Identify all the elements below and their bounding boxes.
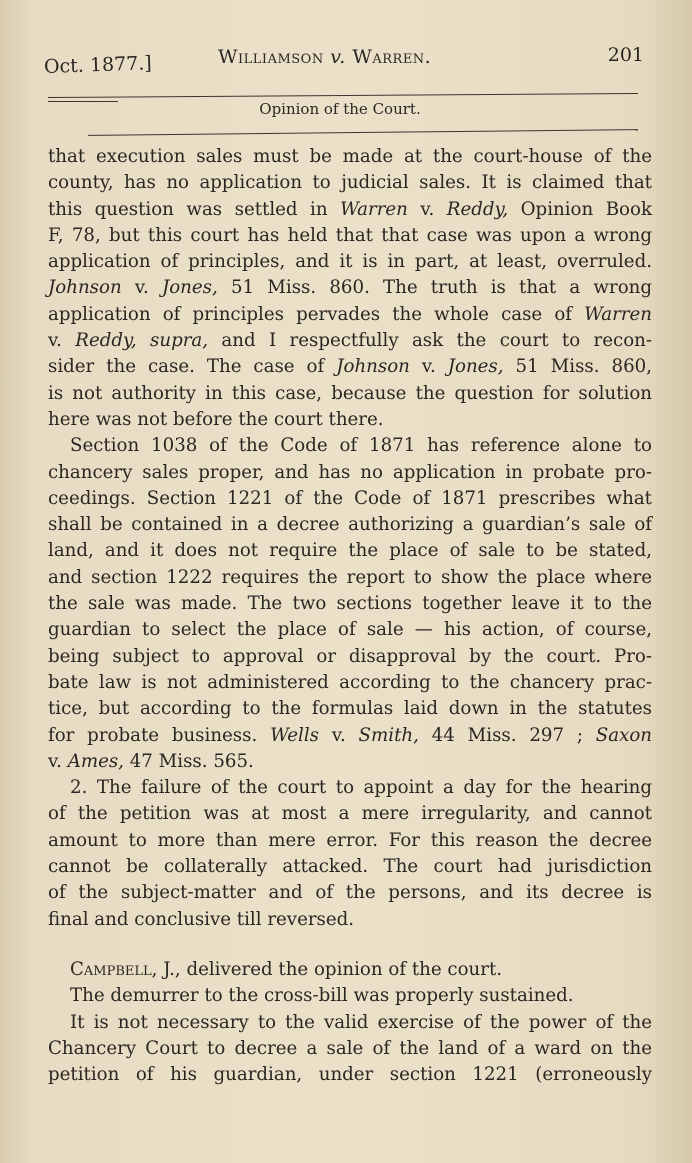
text-line: petition of his guardian, under section 1221 (erroneously	[48, 1064, 652, 1086]
header-rule	[48, 93, 638, 98]
case-citation: Saxon	[595, 724, 653, 746]
paragraph-2	[48, 433, 652, 775]
text-line: chancery sales proper, and has no application in probate pro-	[48, 461, 652, 483]
text-line: is not authority in this case, because the question for solution	[48, 382, 652, 404]
text-line: county, has no application to judicial sales. It is claimed that	[48, 172, 652, 194]
case-citation: Jones,	[447, 356, 504, 378]
text-line: here was not before the court there.	[48, 408, 384, 430]
text-line: for probate business. Wells v. Smith, 44 Miss. 297 ; Saxon	[48, 724, 653, 746]
paragraph-6	[48, 1010, 652, 1089]
text-line: the sale was made. The two sections together leave it to the	[48, 593, 652, 615]
text-line: tice, but according to the formulas laid down in the statutes	[48, 698, 652, 720]
text-line: of the subject-matter and of the persons, and its decree is	[48, 882, 652, 904]
text-line: of the petition was at most a mere irregularity, and cannot	[48, 803, 652, 825]
text-line: sider the case. The case of Johnson v. Jones, 51 Miss. 860,	[48, 356, 653, 378]
subhead-rule	[88, 129, 638, 136]
text-line: bate law is not administered according to the chancery prac-	[48, 671, 652, 693]
case-title	[218, 46, 431, 68]
text-line: and section 1222 requires the report to show the place where	[48, 566, 652, 588]
case-title-v: v.	[330, 46, 346, 68]
case-citation: Johnson	[336, 356, 410, 378]
page-number: 201	[607, 44, 644, 66]
text-line: v. Ames, 47 Miss. 565.	[48, 750, 254, 772]
text-line: Campbell, J., delivered the opinion of the court.	[70, 958, 503, 980]
running-head-date: Oct. 1877.]	[43, 52, 153, 78]
body-text	[48, 144, 652, 1088]
case-citation: Wells	[270, 724, 320, 746]
case-citation: Reddy, supra,	[75, 330, 209, 352]
running-head	[44, 44, 644, 80]
text-line: amount to more than mere error. For this reason the decree	[48, 829, 652, 851]
case-citation: Warren	[584, 303, 652, 325]
paragraph-5	[48, 983, 652, 1009]
case-citation: Ames,	[67, 750, 124, 772]
text-line: 2. The failure of the court to appoint a day for the hearing	[70, 777, 652, 799]
section-subhead: Opinion of the Court.	[259, 100, 421, 118]
text-line: application of principles, and it is in part, at least, overruled.	[48, 251, 652, 273]
text-line: F, 78, but this court has held that that case was upon a wrong	[48, 224, 652, 246]
paragraph-4	[48, 957, 652, 983]
case-title-part2: Warren.	[352, 46, 432, 68]
case-citation: Reddy,	[446, 198, 509, 220]
text-line: that execution sales must be made at the court-house of the	[48, 146, 652, 167]
text-line: v. Reddy, supra, and I respectfully ask the court to recon-	[48, 330, 652, 352]
text-line: application of principles pervades the whole case of Warren	[48, 303, 652, 325]
text-line: being subject to approval or disapproval by the court. Pro-	[48, 645, 652, 667]
text-line: Section 1038 of the Code of 1871 has reference alone to	[70, 435, 652, 457]
text-line: Chancery Court to decree a sale of the land of a ward on the	[48, 1037, 652, 1059]
text-line: this question was settled in Warren v. Reddy, Opinion Book	[48, 198, 652, 220]
text-line: ceedings. Section 1221 of the Code of 1871 prescribes what	[48, 487, 652, 509]
paragraph-3	[48, 775, 652, 933]
case-citation: Warren	[340, 198, 408, 220]
judge-name: Campbell	[70, 958, 152, 980]
text-line: land, and it does not require the place of sale to be stated,	[48, 540, 652, 562]
paragraph-1	[48, 144, 652, 433]
case-citation: Johnson	[48, 277, 122, 299]
text-line: final and conclusive till reversed.	[48, 908, 355, 930]
text-line: It is not necessary to the valid exercise of the power of the	[70, 1011, 652, 1033]
case-citation: Smith,	[358, 724, 419, 746]
case-title-part1: Williamson	[218, 46, 324, 68]
case-citation: Jones,	[161, 277, 218, 299]
text-line: shall be contained in a decree authorizing a guardian’s sale of	[48, 514, 652, 536]
text-line: The demurrer to the cross-bill was properly sustained.	[70, 985, 574, 1007]
text-line: cannot be collaterally attacked. The court had jurisdiction	[48, 856, 652, 878]
text-line: guardian to select the place of sale — his action, of course,	[48, 619, 652, 641]
text-line: Johnson v. Jones, 51 Miss. 860. The truth is that a wrong	[48, 277, 653, 299]
